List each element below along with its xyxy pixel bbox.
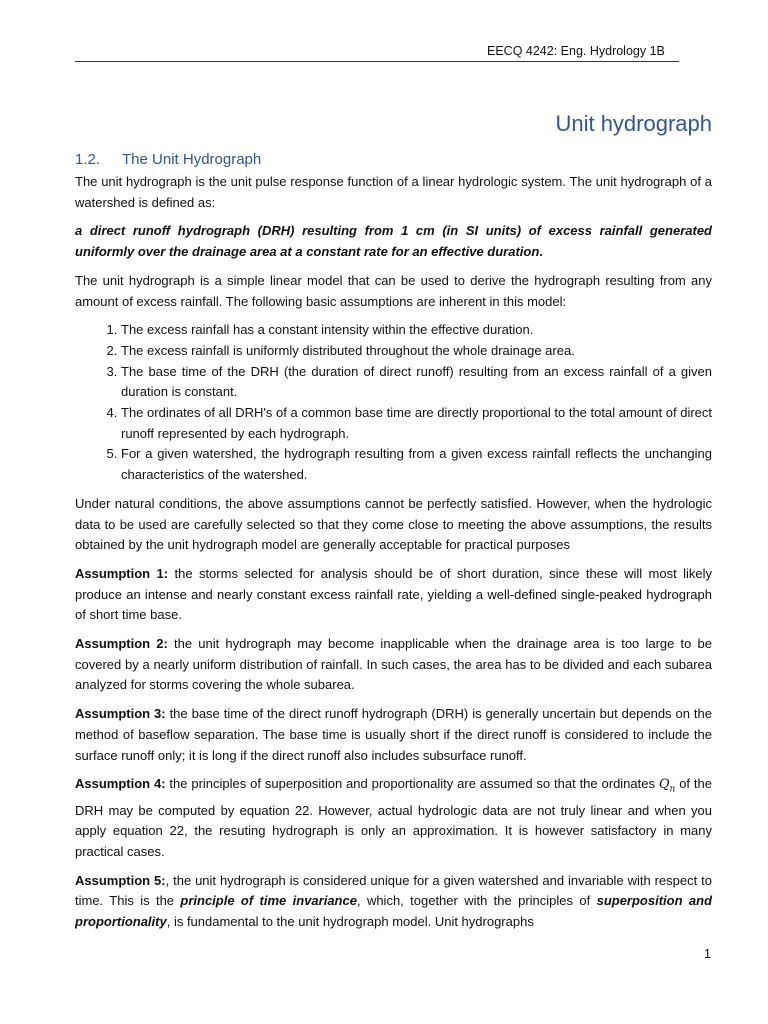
- section-heading: [75, 150, 712, 170]
- natural-conditions-paragraph: Under natural conditions, the above assumptions cannot be perfectly satisfied. However, when the hydrologic data to be used are carefully selected so that they come close to meeting the above assumptions, the results obtained by the unit hydrograph model are generally acceptable for practical purposes: [75, 495, 712, 553]
- definition-period: .: [539, 244, 543, 260]
- list-item: 5. For a given watershed, the hydrograph resulting from a given excess rainfall reflects the unchanging characteristics of the watershed.: [121, 444, 712, 485]
- model-intro-paragraph: The unit hydrograph is a simple linear model that can be used to derive the hydrograph resulting from any amount of excess rainfall. The following basic assumptions are inherent in this model:: [75, 272, 712, 309]
- assumptions-list: [75, 320, 712, 486]
- assumption-2-label: Assumption 2:: [75, 636, 168, 652]
- assumption-3-paragraph: [75, 704, 712, 766]
- assumption-3-text: the base time of the direct runoff hydrograph (DRH) is generally uncertain but depends on the method of baseflow separation. The base time is usually short if the direct runoff is considered to include the surface runoff only; it is long if the direct runoff also includes subsurface runoff.: [75, 706, 712, 763]
- assumption-1-paragraph: [75, 564, 712, 626]
- assumption-5-text-1: , the unit hydrograph is considered unique for a given watershed and invariable with respect to time. This is the: [75, 872, 712, 909]
- list-item: 1. The excess rainfall has a constant intensity within the effective duration.: [121, 320, 712, 341]
- assumption-2-text: the unit hydrograph may become inapplicable when the drainage area is too large to be covered by a nearly uniform distribution of rainfall. In such cases, the area has to be divided and each subarea analyzed for storms covering the whole subarea.: [75, 636, 712, 693]
- assumption-4-label: Assumption 4:: [75, 776, 166, 792]
- assumption-3-label: Assumption 3:: [75, 706, 166, 722]
- assumption-2-paragraph: [75, 634, 712, 696]
- assumption-5-text-2: , which, together with the principles of: [356, 893, 597, 909]
- definition-paragraph: [75, 221, 712, 262]
- assumption-5-text-3: , is fundamental to the unit hydrograph model. Unit hydrographs: [166, 914, 534, 930]
- ordinate-symbol-subscript: n: [669, 784, 676, 795]
- assumption-1-text: the storms selected for analysis should be of short duration, since these will most likely produce an intense and nearly constant excess rainfall rate, yielding a well-defined single-peaked hydrograph of short time base.: [75, 565, 712, 623]
- list-item: 4. The ordinates of all DRH's of a common base time are directly proportional to the total amount of direct runoff represented by each hydrograph.: [121, 403, 712, 444]
- running-header: EECQ 4242: Eng. Hydrology 1B: [487, 44, 665, 58]
- list-item: 3. The base time of the DRH (the duration of direct runoff) resulting from an excess rainfall of a given duration is constant.: [121, 362, 712, 403]
- section-title: The Unit Hydrograph: [122, 151, 262, 168]
- page-number: 1: [704, 947, 711, 961]
- page-content: [75, 110, 712, 941]
- assumption-5-label: Assumption 5:: [75, 872, 166, 888]
- header-rule: [75, 61, 679, 62]
- list-item: 2. The excess rainfall is uniformly distributed throughout the whole drainage area.: [121, 341, 712, 362]
- ordinate-symbol-base: Q: [658, 777, 670, 793]
- ordinate-symbol: [658, 777, 676, 795]
- page-title: Unit hydrograph: [555, 111, 712, 136]
- section-number: 1.2.: [75, 151, 101, 168]
- assumption-5-emphasis-2: superposition and proportionality: [75, 893, 713, 930]
- assumption-4-paragraph: [75, 774, 712, 862]
- assumption-4-text-2: of the DRH may be computed by equation 22. However, actual hydrologic data are not truly linear and when you apply equation 22, the resuting hydrograph is only an approximation. It is however satisfactory in many practical cases.: [75, 776, 712, 859]
- assumption-4-text-1: the principles of superposition and proportionality are assumed so that the ordinates: [165, 776, 659, 792]
- assumption-5-paragraph: [75, 871, 712, 933]
- intro-paragraph: The unit hydrograph is the unit pulse response function of a linear hydrologic system. The unit hydrograph of a watershed is defined as:: [75, 174, 712, 210]
- assumption-1-label: Assumption 1:: [75, 565, 169, 581]
- assumption-5-emphasis-1: principle of time invariance: [180, 893, 357, 909]
- definition-text: a direct runoff hydrograph (DRH) resulting from 1 cm (in SI units) of excess rainfall generated uniformly over the drainage area at a constant rate for an effective duration: [75, 223, 712, 260]
